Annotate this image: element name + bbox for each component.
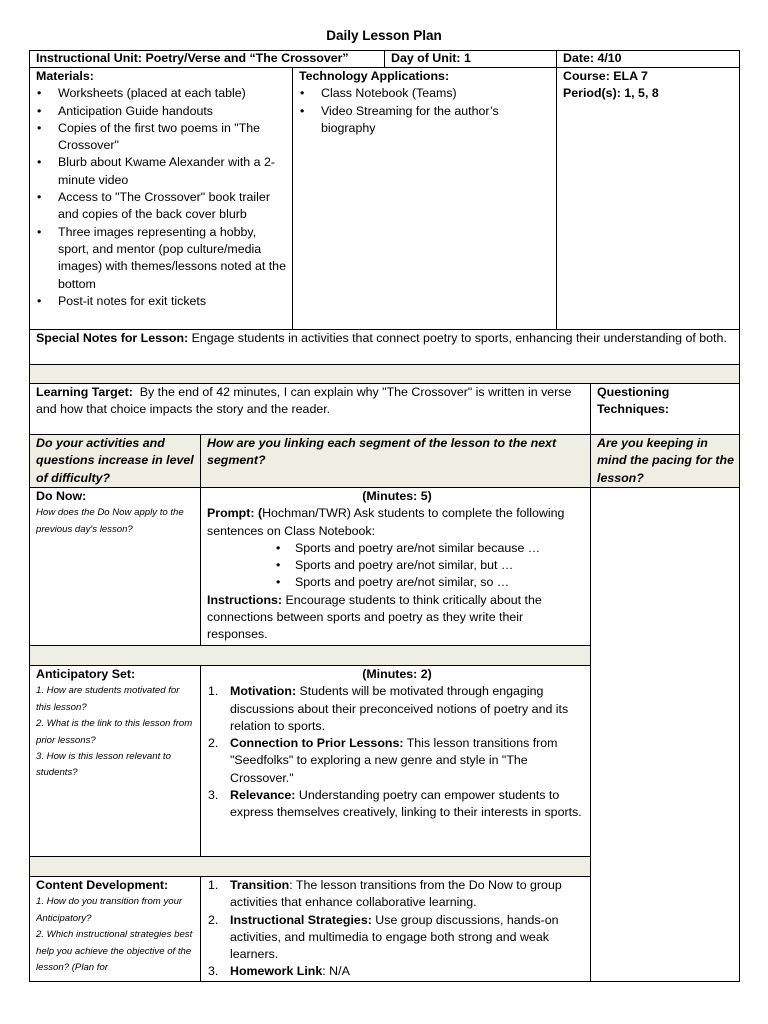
- instructions-text: Encourage students to think critically about the connections between sports and poetry as they write their responses.: [207, 592, 542, 642]
- linking-question: How are you linking each segment of the lesson to the next segment?: [207, 436, 557, 468]
- unit-value: Poetry/Verse and “The Crossover”: [145, 51, 349, 65]
- difficulty-question: Do your activities and questions increase in level of difficulty?: [36, 436, 194, 485]
- list-item: 1. Transition: The lesson transitions from the Do Now to group activities that enhance collaborative learning.: [208, 878, 562, 910]
- do-now-label-cell: [36, 488, 198, 644]
- day-label: Day of Unit:: [391, 51, 461, 65]
- anticipatory-label: Anticipatory Set:: [36, 667, 136, 681]
- instructions-label: Instructions:: [207, 592, 283, 607]
- list-item: 1. Motivation: Students will be motivated through engaging discussions about their preconceived notions of poetry and its relation to sports.: [208, 684, 569, 733]
- list-item: 3. Homework Link: N/A: [208, 964, 350, 979]
- prompt-sentences: [275, 540, 587, 592]
- period-label: Period(s):: [563, 86, 621, 101]
- list-item: 3. Relevance: Understanding poetry can empower students to express themselves creatively, linking to their interests in sports.: [208, 788, 582, 820]
- technology-heading: Technology Applications:: [299, 69, 450, 83]
- content-dev-hint: 2. Which instructional strategies best help you achieve the objective of the lesson? (Plan for: [36, 929, 193, 973]
- col-divider: [200, 665, 201, 857]
- prompt-text: Hochman/TWR) Ask students to complete the following sentences on Class Notebook:: [207, 506, 565, 538]
- anticipatory-content: [207, 666, 587, 856]
- content-dev-label: Content Development:: [36, 878, 169, 892]
- list-item: • Video Streaming for the author’s biography: [299, 103, 551, 138]
- special-notes-text: Engage students in activities that connect poetry to sports, enhancing their understanding of both.: [191, 331, 727, 345]
- list-item: • Class Notebook (Teams): [299, 85, 551, 102]
- anticipatory-hint: 1. How are students motivated for this lesson?: [36, 685, 180, 713]
- course-label: Course:: [563, 69, 610, 83]
- anticipatory-hint: 2. What is the link to this lesson from prior lessons?: [36, 718, 193, 746]
- col-divider: [556, 50, 557, 329]
- col-divider: [200, 434, 201, 646]
- page-title: Daily Lesson Plan: [326, 28, 442, 43]
- col-divider: [384, 50, 385, 67]
- list-item: • Three images representing a hobby, sport, and mentor (pop culture/media images) with themes/lessons noted at the bottom: [36, 224, 288, 293]
- date-cell: [563, 50, 738, 67]
- list-item: • Sports and poetry are/not similar, so …: [275, 574, 587, 591]
- date-value: 4/10: [597, 51, 622, 65]
- list-item: • Sports and poetry are/not similar, but …: [275, 557, 587, 574]
- do-now-minutes: (Minutes: 5): [362, 489, 432, 503]
- technology-list: [299, 85, 551, 137]
- anticipatory-label-cell: [36, 666, 196, 856]
- special-notes-cell: [36, 330, 736, 364]
- content-dev-content: [207, 877, 587, 981]
- list-item: • Anticipation Guide handouts: [36, 103, 288, 120]
- row-divider: [29, 645, 590, 646]
- list-item: 2. Connection to Prior Lessons: This lesson transitions from "Seedfolks" to exploring a new genre and style in "The Crossover.": [208, 736, 558, 785]
- anticipatory-minutes: (Minutes: 2): [362, 667, 432, 681]
- row-divider: [29, 856, 590, 857]
- pacing-question: Are you keeping in mind the pacing for the lesson?: [597, 436, 734, 485]
- special-notes-label: Special Notes for Lesson:: [36, 331, 189, 345]
- list-item: • Copies of the first two poems in "The Crossover": [36, 120, 288, 155]
- anticipatory-hint: 3. How is this lesson relevant to students?: [36, 750, 171, 779]
- list-item: 2. Instructional Strategies: Use group discussions, hands-on activities, and multimedia to engage both strong and weak learners.: [208, 912, 559, 962]
- materials-list: [36, 85, 288, 310]
- list-item: • Sports and poetry are/not similar because …: [275, 540, 587, 557]
- col-divider: [590, 383, 591, 982]
- learning-target-text: By the end of 42 minutes, I can explain why "The Crossover" is written in verse and how that choice impacts the story and the reader.: [36, 385, 572, 417]
- course-cell: [563, 68, 738, 128]
- learning-target-cell: [36, 384, 588, 434]
- prompt-label: Prompt:: [207, 506, 255, 521]
- anticipatory-list: [207, 683, 587, 821]
- list-item: • Access to "The Crossover" book trailer and copies of the back cover blurb: [36, 189, 288, 224]
- do-now-hint: How does the Do Now apply to the previous day's lesson?: [36, 507, 184, 535]
- content-dev-label-cell: [36, 877, 196, 981]
- col-divider: [200, 876, 201, 982]
- course-value: ELA 7: [613, 69, 648, 83]
- prompt-open: (: [257, 506, 263, 521]
- list-item: • Post-it notes for exit tickets: [36, 293, 288, 310]
- technology-cell: [299, 68, 551, 328]
- content-dev-list: [207, 877, 587, 981]
- list-item: • Blurb about Kwame Alexander with a 2-minute video: [36, 154, 288, 189]
- do-now-content: [207, 488, 587, 644]
- materials-cell: [36, 68, 288, 328]
- list-item: • Worksheets (placed at each table): [36, 85, 288, 102]
- unit-cell: [36, 50, 381, 67]
- day-cell: [391, 50, 551, 67]
- materials-heading: Materials:: [36, 69, 94, 83]
- date-label: Date:: [563, 51, 594, 65]
- do-now-label: Do Now:: [36, 489, 87, 503]
- period-value: 1, 5, 8: [624, 86, 659, 101]
- unit-label: Instructional Unit:: [36, 51, 143, 65]
- day-value: 1: [463, 51, 471, 65]
- learning-target-label: Learning Target:: [36, 385, 133, 399]
- row-divider: [29, 364, 740, 365]
- col-divider: [292, 67, 293, 329]
- content-dev-hint: 1. How do you transition from your Anticipatory?: [36, 896, 183, 924]
- questioning-techniques-label: Questioning Techniques:: [597, 385, 670, 417]
